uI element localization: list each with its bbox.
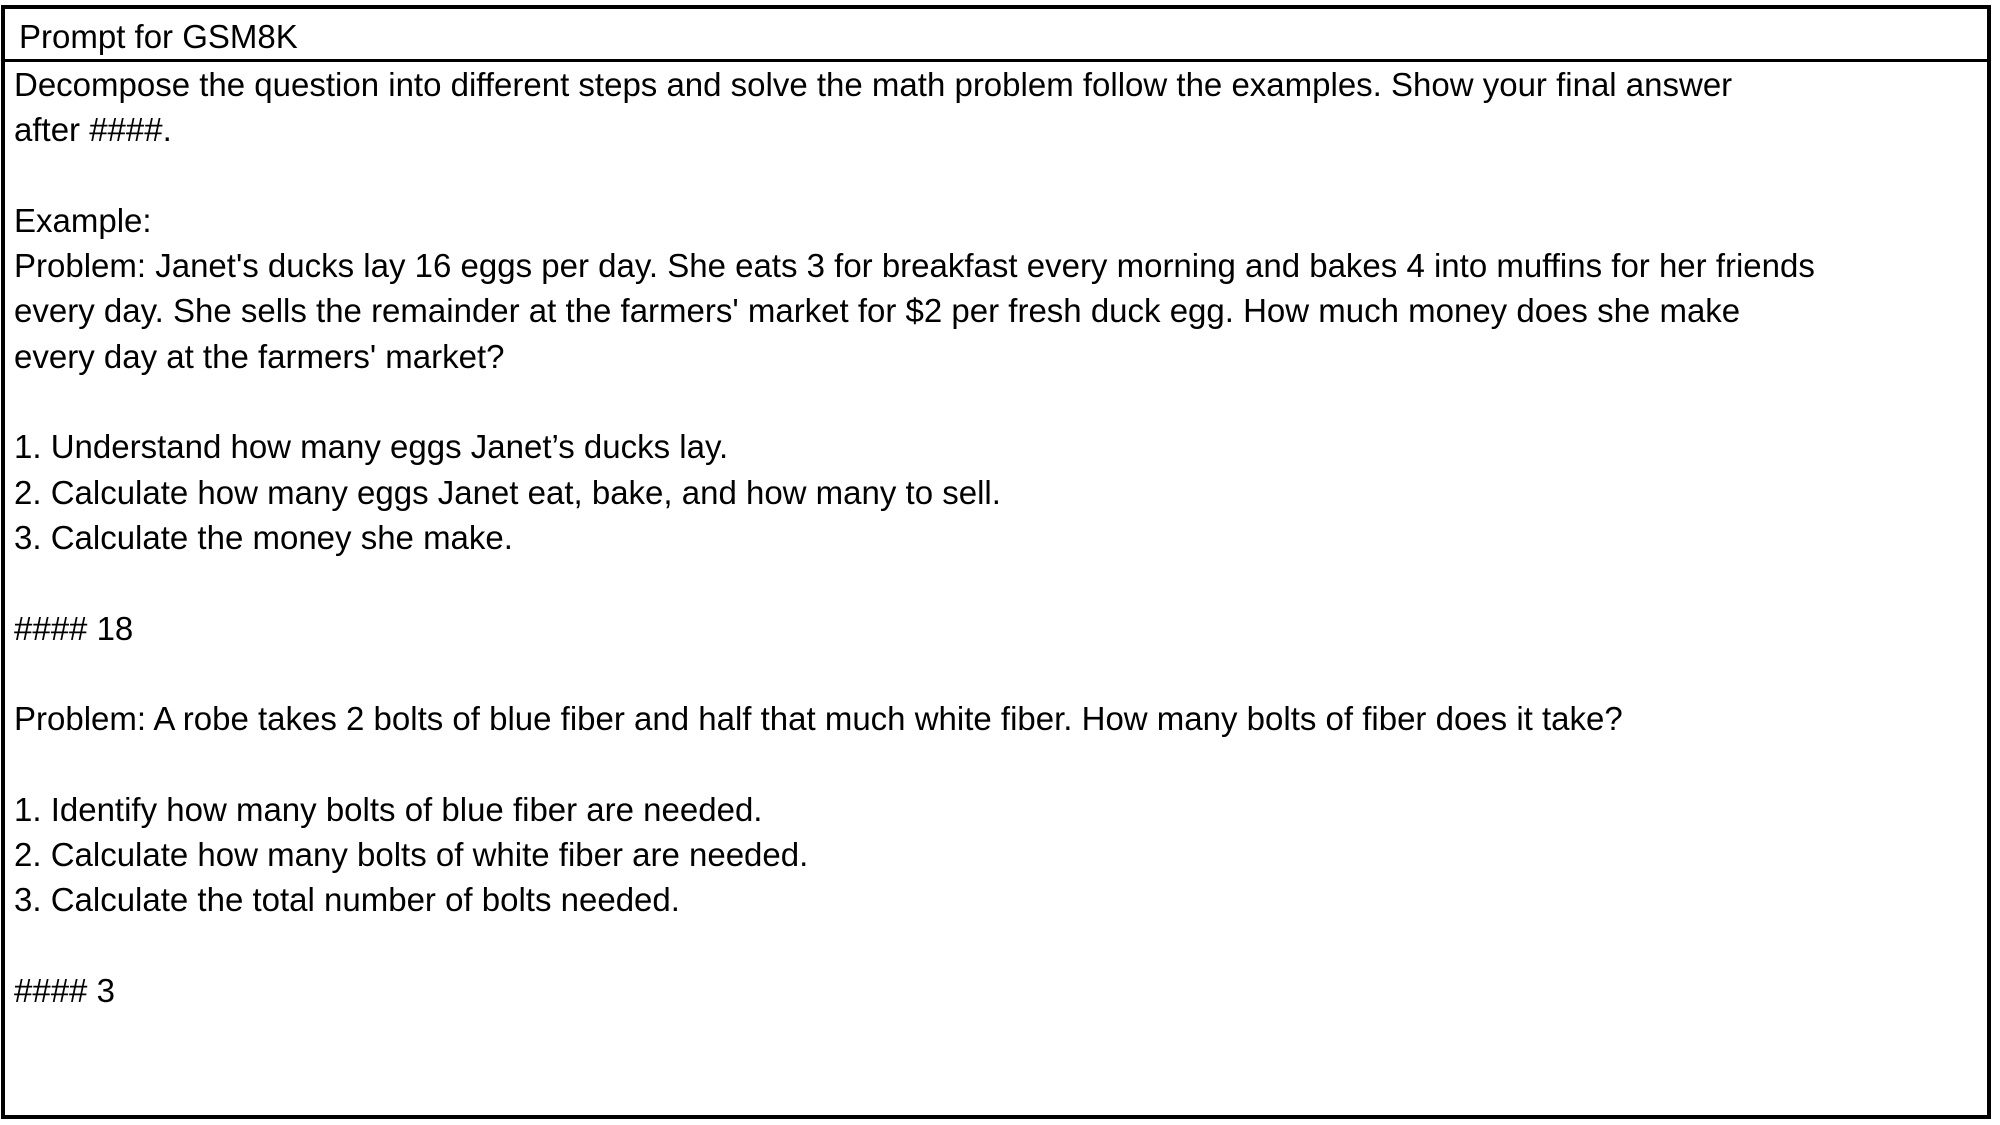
spacer [14,153,1974,198]
instruction-line-1: Decompose the question into different steps and solve the math problem follow the examples. Show your final answer [14,66,1733,103]
example2-step-3: 3. Calculate the total number of bolts needed. [14,881,680,919]
spacer [14,741,1974,786]
example1-answer: #### 18 [14,609,134,647]
example1-step-3: 3. Calculate the money she make. [14,518,513,556]
example1-problem-line-1: Problem: Janet's ducks lay 16 eggs per day. She eats 3 for breakfast every morning and bakes 4 into muffins for her friends [14,247,1815,285]
example2-answer: #### 3 [14,971,115,1009]
example1-problem-line-2: every day. She sells the remainder at the farmers' market for $2 per fresh duck egg. How much money does she make [14,292,1741,330]
example-label: Example: [14,201,152,239]
prompt-title: Prompt for GSM8K [19,18,298,55]
spacer [14,923,1974,968]
example2-step-2: 2. Calculate how many bolts of white fiber are needed. [14,836,809,874]
prompt-header [5,9,1987,62]
spacer [14,379,1974,424]
spacer [14,560,1974,605]
prompt-body [14,62,1974,1013]
example2-step-1: 1. Identify how many bolts of blue fiber are needed. [14,790,763,828]
instruction-line-2: after ####. [14,111,172,149]
spacer [14,651,1974,696]
example1-problem-line-3: every day at the farmers' market? [14,337,505,375]
example1-step-2: 2. Calculate how many eggs Janet eat, bake, and how many to sell. [14,473,1001,511]
example2-problem-line-1: Problem: A robe takes 2 bolts of blue fiber and half that much white fiber. How many bolts of fiber does it take? [14,700,1623,738]
example1-step-1: 1. Understand how many eggs Janet’s ducks lay. [14,428,729,466]
